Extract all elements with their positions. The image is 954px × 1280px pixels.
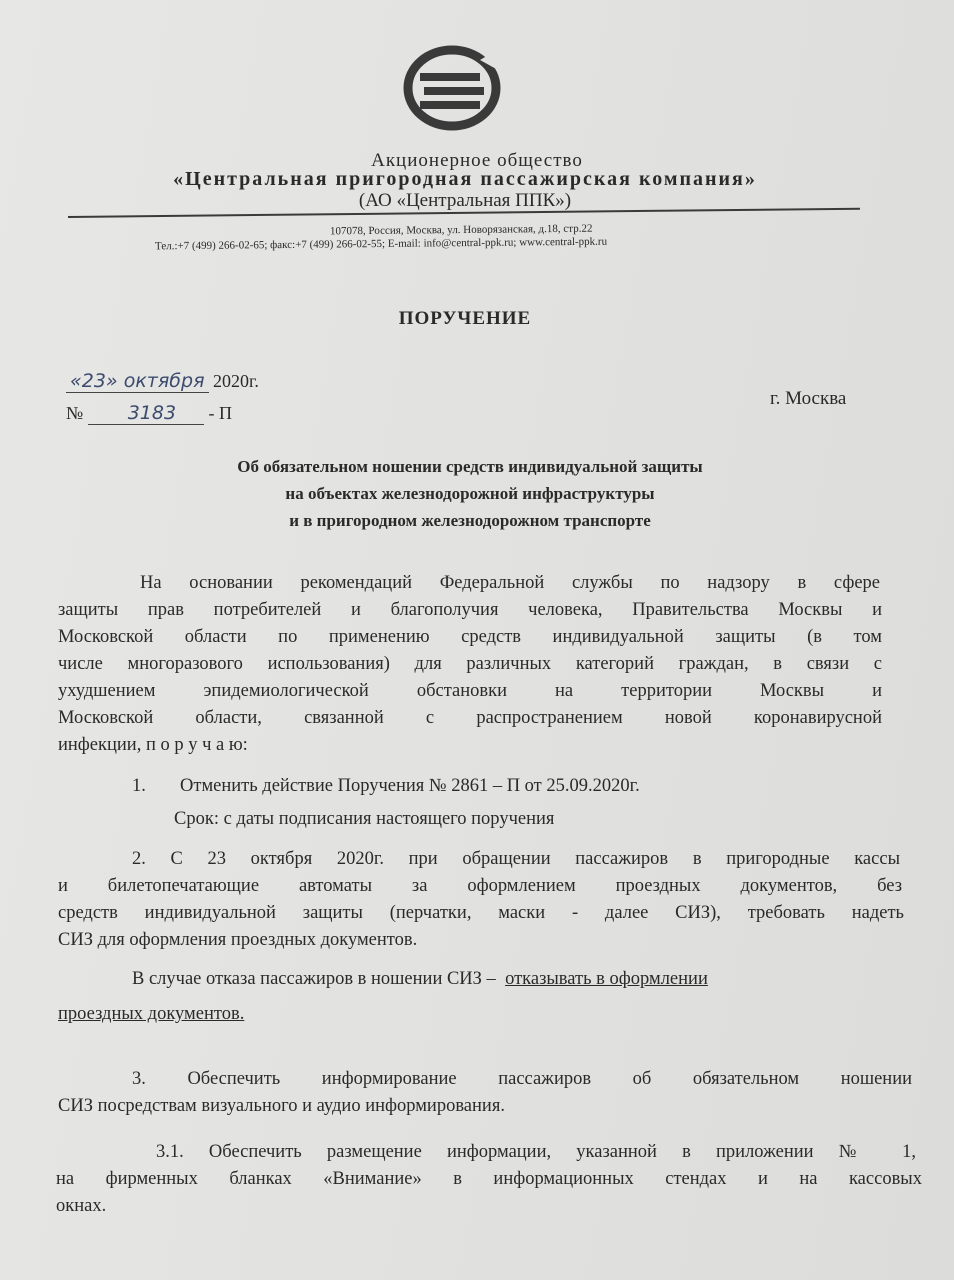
paragraph-line: Московской области, связанной с распространением новой коронавирусной	[58, 708, 882, 728]
item-1-number: 1.	[132, 776, 146, 796]
document-title: ПОРУЧЕНИЕ	[398, 308, 532, 329]
item-3-line: СИЗ посредствам визуального и аудио информирования.	[58, 1096, 505, 1116]
org-contacts: Тел.:+7 (499) 266-02-65; факс:+7 (499) 266-02-55; E-mail: info@central-ppk.ru; www.central-ppk.ru	[154, 235, 608, 253]
org-address: 107078, Россия, Москва, ул. Новорязанская, д.18, стр.22	[329, 222, 593, 238]
subject-line-3: и в пригородном железнодорожном транспорте	[289, 511, 651, 530]
item-2-line: средств индивидуальной защиты (перчатки, маски - далее СИЗ), требовать надеть	[58, 903, 904, 923]
company-logo	[400, 40, 510, 132]
number-handwritten: 3183	[88, 402, 204, 425]
org-name: «Центральная пригородная пассажирская компания»	[173, 168, 757, 190]
item-3-1-line: на фирменных бланках «Внимание» в информационных стендах и на кассовых	[56, 1169, 922, 1189]
item-2-line: 2. С 23 октября 2020г. при обращении пассажиров в пригородные кассы	[132, 849, 900, 869]
paragraph-line: ухудшением эпидемиологической обстановки на территории Москвы и	[58, 681, 882, 701]
document-number: № 3183 - П	[66, 402, 233, 424]
item-2-line: СИЗ для оформления проездных документов.	[58, 930, 418, 950]
item-3-1-line: 3.1. Обеспечить размещение информации, указанной в приложении № 1,	[156, 1142, 916, 1162]
subject-line-2: на объектах железнодорожной инфраструктуры	[285, 484, 655, 503]
paragraph-line: На основании рекомендаций Федеральной службы по надзору в сфере	[140, 573, 880, 593]
paragraph-line: Московской области по применению средств индивидуальной защиты (в том	[58, 627, 882, 647]
item-3-line: 3. Обеспечить информирование пассажиров об обязательном ношении	[132, 1069, 912, 1089]
subject-line-1: Об обязательном ношении средств индивидуальной защиты	[237, 457, 703, 476]
paragraph-line: инфекции, п о р у ч а ю:	[58, 735, 248, 755]
item-2-line: и билетопечатающие автоматы за оформлением проездных документов, без	[58, 876, 902, 896]
item-2-refusal-cont: проездных документов.	[58, 1004, 245, 1024]
item-1-text: Отменить действие Поручения № 2861 – П от 25.09.2020г.	[180, 776, 640, 796]
item-1-term: Срок: с даты подписания настоящего поручения	[174, 809, 555, 829]
org-type: Акционерное общество	[371, 150, 583, 171]
paragraph-line: числе многоразового использования) для различных категорий граждан, в связи с	[58, 654, 882, 674]
document-date	[66, 370, 259, 392]
document-city: г. Москва	[770, 388, 847, 409]
paragraph-line: защиты прав потребителей и благополучия человека, Правительства Москвы и	[58, 600, 882, 620]
date-year: 2020г.	[213, 371, 259, 391]
item-2-refusal: В случае отказа пассажиров в ношении СИЗ – отказывать в оформлении	[132, 969, 708, 989]
org-short-name: (АО «Центральная ППК»)	[358, 190, 572, 211]
date-handwritten: «23» октября	[66, 370, 209, 393]
item-3-1-line: окнах.	[56, 1196, 107, 1216]
